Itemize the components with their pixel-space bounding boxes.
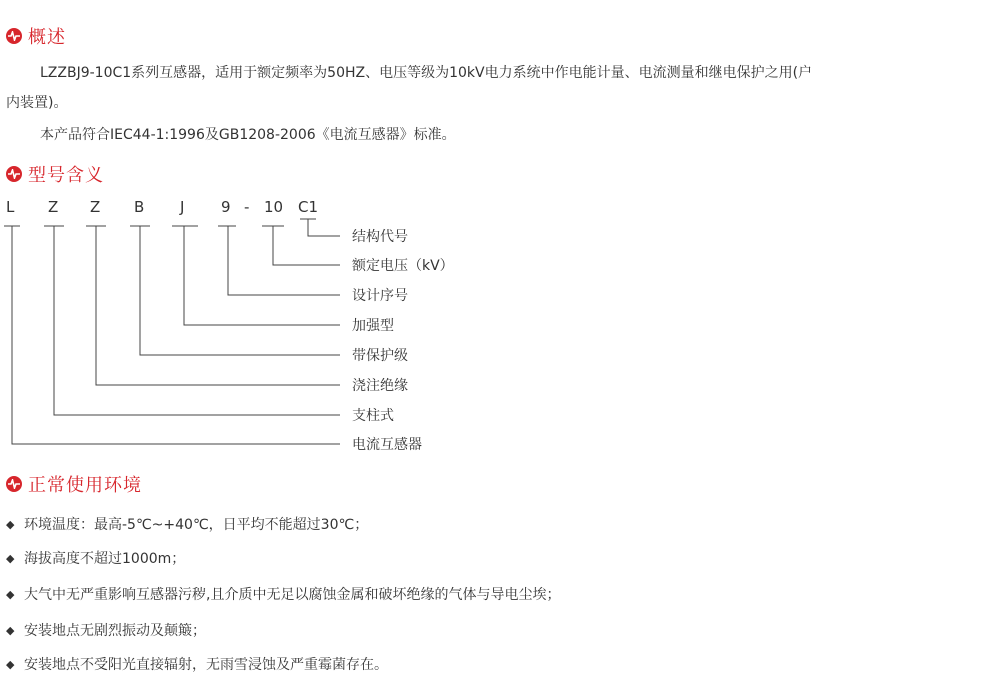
environment-item [6,584,560,604]
environment-item-text: 大气中无严重影响互感器污秽,且介质中无足以腐蚀金属和破坏绝缘的气体与导电尘埃； [24,587,561,603]
label-current-transformer: 电流互感器 [352,437,422,453]
diamond-bullet-icon: ◆ [6,587,15,601]
code-char-J: J [180,198,185,216]
label-reinforced: 加强型 [352,318,394,334]
environment-title: 正常使用环境 [28,475,142,496]
pulse-icon [6,476,22,492]
code-char-C1: C1 [298,198,319,216]
environment-item [6,548,185,568]
code-char-dash: - [244,198,250,216]
overview-line-2: 内装置)。 [6,95,68,111]
environment-item-text: 海拔高度不超过1000m； [24,551,186,567]
label-cast-insulation: 浇注绝缘 [352,378,408,394]
code-char-10: 10 [264,198,284,216]
overview-line-1: LZZBJ9-10C1系列互感器，适用于额定频率为50HZ、电压等级为10kV电力系统中作电能计量、电流测量和继电保护之用(户 [40,65,813,81]
code-char-B: B [134,198,145,216]
environment-item-text: 安装地点无剧烈振动及颠簸； [24,623,206,639]
overview-title: 概述 [28,27,66,48]
diamond-bullet-icon: ◆ [6,551,15,565]
label-protection-class: 带保护级 [352,348,408,364]
label-structure-code: 结构代号 [352,229,408,245]
environment-heading [6,472,142,496]
overview-line-3: 本产品符合IEC44-1:1996及GB1208-2006《电流互感器》标准。 [40,127,456,143]
environment-item-text: 环境温度：最高-5℃~+40℃，日平均不能超过30℃； [24,517,369,533]
environment-item [6,514,368,534]
label-design-serial: 设计序号 [352,288,408,304]
code-char-Z2: Z [90,198,101,216]
environment-item [6,620,206,640]
environment-item [6,654,388,674]
code-char-9: 9 [221,198,231,216]
code-char-L: L [6,198,15,216]
diamond-bullet-icon: ◆ [6,657,15,671]
code-char-Z1: Z [48,198,59,216]
model-title: 型号含义 [28,165,104,186]
diamond-bullet-icon: ◆ [6,623,15,637]
label-post-type: 支柱式 [352,408,394,424]
environment-item-text: 安装地点不受阳光直接辐射，无雨雪浸蚀及严重霉菌存在。 [24,657,388,673]
diamond-bullet-icon: ◆ [6,517,15,531]
label-rated-voltage: 额定电压（kV） [352,258,454,274]
